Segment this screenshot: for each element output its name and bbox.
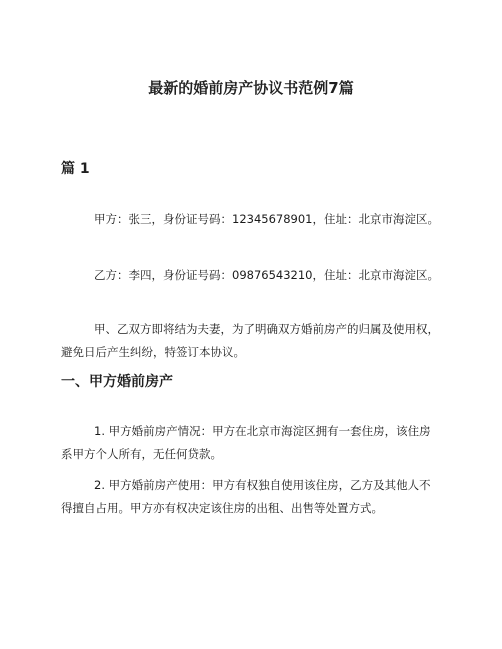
- part-heading: 篇 1: [61, 161, 90, 177]
- section-paragraph-2: 2. 甲方婚前房产使用：甲方有权独自使用该住房，乙方及其他人不得擅自占用。甲方亦有权决定该住房的出租、出售等处置方式。: [61, 478, 431, 515]
- purpose-paragraph: 甲、乙双方即将结为夫妻，为了明确双方婚前房产的归属及使用权，避免日后产生纠纷，特签订本协议。: [61, 322, 439, 359]
- party-b-paragraph: 乙方：李四，身份证号码：09876543210，住址：北京市海淀区。: [94, 268, 439, 282]
- party-a-paragraph: 甲方：张三，身份证号码：12345678901，住址：北京市海淀区。: [94, 212, 439, 226]
- section-paragraph-1: 1. 甲方婚前房产情况：甲方在北京市海淀区拥有一套住房，该住房系甲方个人所有，无任何贷款。: [61, 424, 431, 461]
- document-title: 最新的婚前房产协议书范例7篇: [148, 79, 354, 97]
- section-heading: 一、甲方婚前房产: [61, 374, 173, 390]
